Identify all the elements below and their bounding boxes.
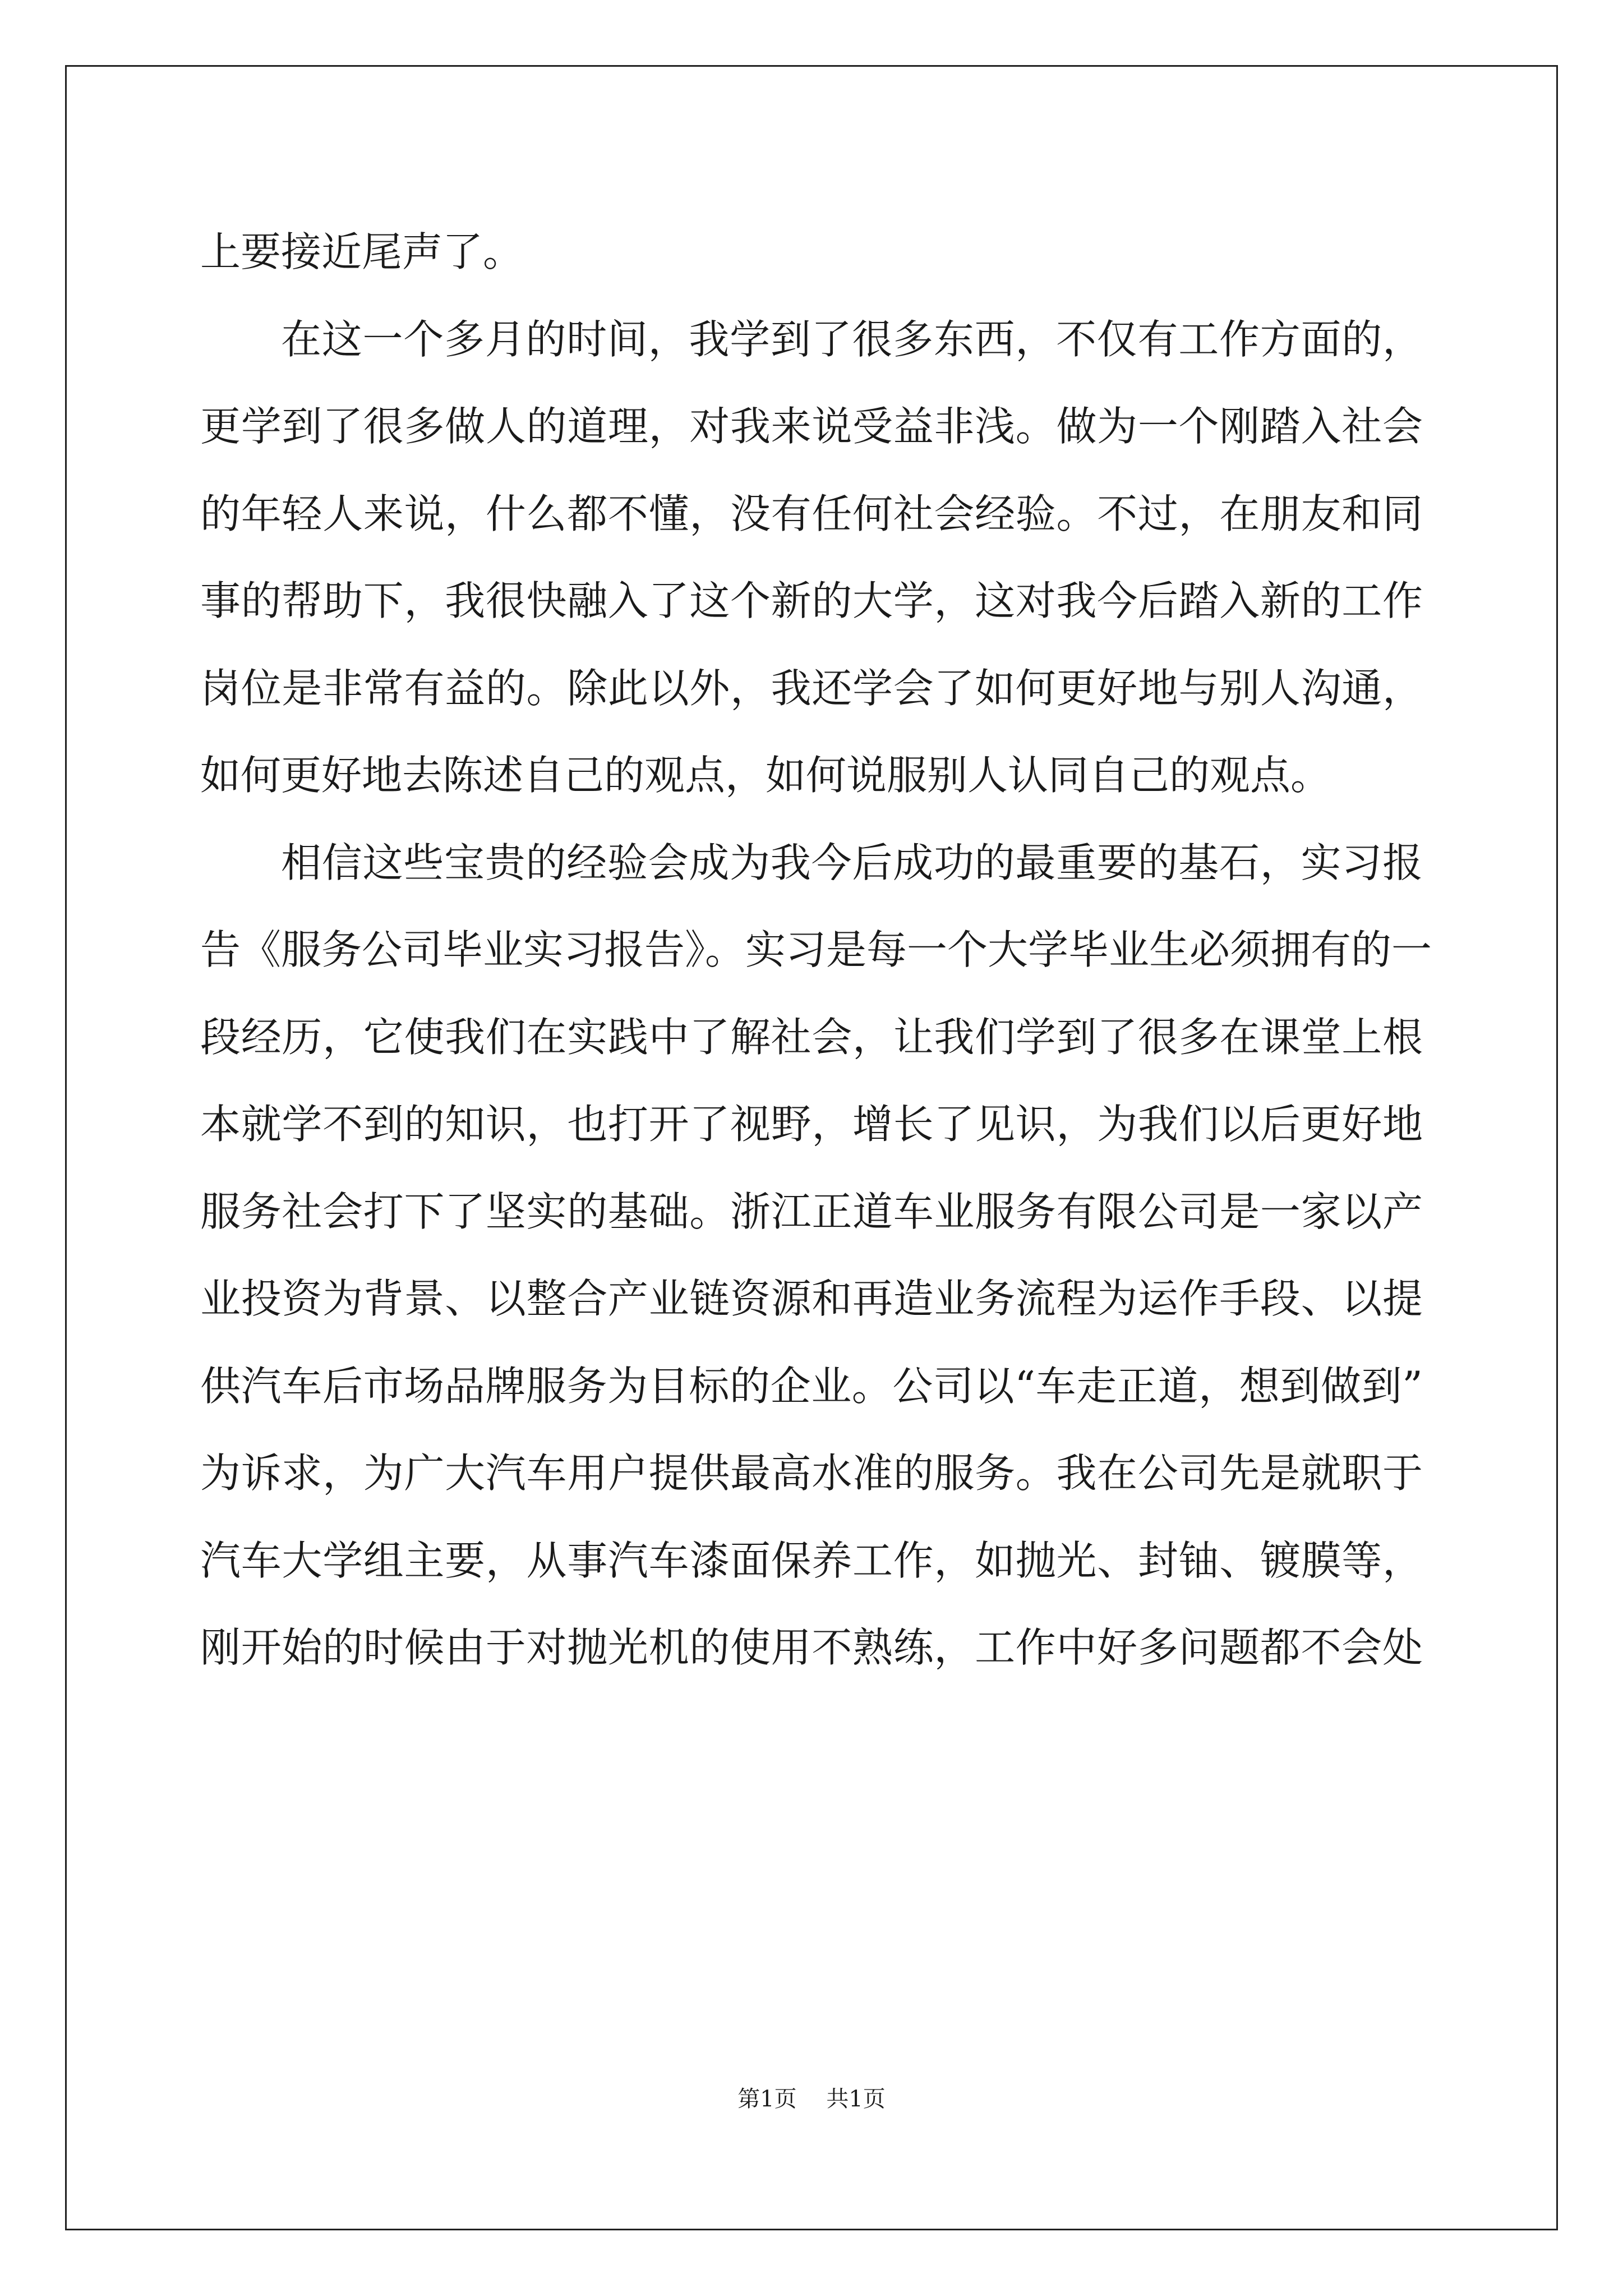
text-line: 业投资为背景、以整合产业链资源和再造业务流程为运作手段、以提 <box>200 1275 1423 1322</box>
document-body <box>200 209 1432 1692</box>
text-line: 为诉求，为广大汽车用户提供最高水准的服务。我在公司先是就职于 <box>200 1450 1423 1497</box>
text-line: 告《服务公司毕业实习报告》。实习是每一个大学毕业生必须拥有的一 <box>200 926 1432 973</box>
text-line: 如何更好地去陈述自己的观点，如何说服别人认同自己的观点。 <box>200 752 1331 799</box>
text-line: 相信这些宝贵的经验会成为我今后成功的最重要的基石，实习报 <box>281 839 1423 886</box>
page-total: 共1页 <box>826 2086 886 2112</box>
text-line: 供汽车后市场品牌服务为目标的企业。公司以“车走正道，想到做到” <box>200 1362 1423 1410</box>
text-line: 刚开始的时候由于对抛光机的使用不熟练，工作中好多问题都不会处 <box>200 1624 1423 1671</box>
text-line: 在这一个多月的时间，我学到了很多东西，不仅有工作方面的， <box>281 315 1423 363</box>
page-number: 第1页 <box>737 2086 797 2112</box>
text-line: 岗位是非常有益的。除此以外，我还学会了如何更好地与别人沟通， <box>200 664 1423 712</box>
text-line: 更学到了很多做人的道理，对我来说受益非浅。做为一个刚踏入社会 <box>200 403 1423 450</box>
text-line: 段经历，它使我们在实践中了解社会，让我们学到了很多在课堂上根 <box>200 1013 1423 1061</box>
text-line: 汽车大学组主要，从事汽车漆面保养工作，如抛光、封铀、镀膜等， <box>200 1536 1423 1584</box>
page-footer <box>0 2081 1623 2113</box>
text-line: 事的帮助下，我很快融入了这个新的大学，这对我今后踏入新的工作 <box>200 577 1423 624</box>
text-line: 的年轻人来说，什么都不懂，没有任何社会经验。不过，在朋友和同 <box>200 490 1423 537</box>
text-line: 服务社会打下了坚实的基础。浙江正道车业服务有限公司是一家以产 <box>200 1188 1423 1235</box>
text-line: 本就学不到的知识，也打开了视野，增长了见识，为我们以后更好地 <box>200 1101 1423 1148</box>
text-line: 上要接近尾声了。 <box>200 228 524 275</box>
